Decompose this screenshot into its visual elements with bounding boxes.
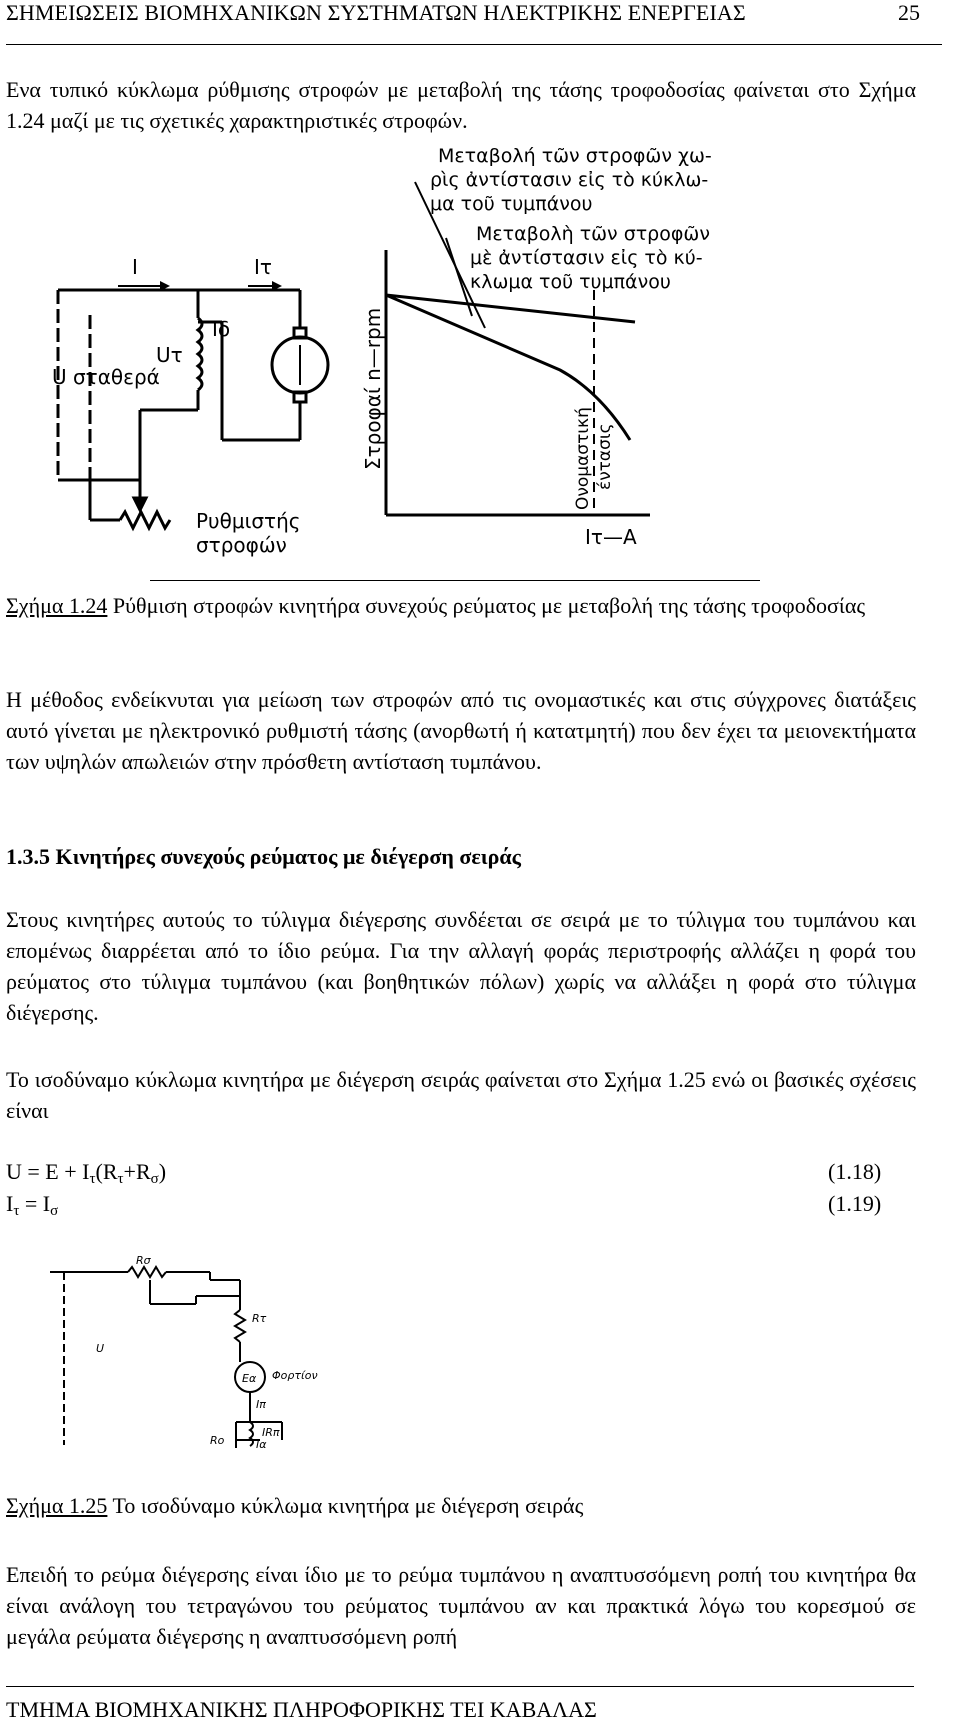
fig125-ip-label: Iπ bbox=[256, 1398, 266, 1411]
graph-rated-label-2: έντασις bbox=[595, 423, 615, 490]
fig125-ea-label: Eα bbox=[242, 1372, 257, 1385]
paragraph-method: Η μέθοδος ενδείκνυται για μείωση των στροφών από τις ονομαστικές και στις σύγχρονες διατάξεις αυτό γίνεται με ηλεκτρονικό ρυθμιστή τάσης (ανορθωτή ή κατατμητή) που δεν έχει τα μειονεκτήματα των υψηλών απωλειών στην πρόσθετη αντίσταση τυμπάνου. bbox=[6, 687, 916, 774]
fig125-ro-label: Ro bbox=[210, 1434, 225, 1447]
curve-without-resistance bbox=[386, 295, 635, 322]
fig125-u-label: U bbox=[96, 1342, 105, 1355]
annotation-1-line-1: Μεταβολή τῶν στροφῶν χω- bbox=[438, 145, 712, 167]
paragraph-series-2: Το ισοδύναμο κύκλωμα κινητήρα με διέγερση σειράς φαίνεται στο Σχήμα 1.25 ενώ οι βασικές σχέσεις είναι bbox=[6, 1067, 916, 1123]
graph-rated-label-1: Ονομαστική bbox=[573, 407, 593, 510]
figure-1-25-caption-text: Το ισοδύναμο κύκλωμα κινητήρα με διέγερση σειράς bbox=[107, 1493, 584, 1518]
annotation-1-line-2: ρὶς ἀντίστασιν εἰς τὸ κύκλω- bbox=[430, 169, 709, 191]
circuit-regulator-label-1: Ρυθμιστής bbox=[196, 509, 301, 533]
fig125-rt-label: Rτ bbox=[252, 1312, 267, 1325]
figure-1-24-caption bbox=[6, 590, 916, 621]
annotation-1-line-3: μα τοῦ τυμπάνου bbox=[430, 193, 593, 215]
graph-y-axis-label: Στροφαί n—rpm bbox=[361, 307, 385, 470]
circuit-armature-current-label: Iτ bbox=[254, 255, 272, 279]
section-heading: 1.3.5 Κινητήρες συνεχούς ρεύματος με διέγερση σειράς bbox=[6, 844, 521, 869]
figure-1-24-graph bbox=[361, 145, 712, 549]
equation-1-18-number: (1.18) bbox=[828, 1159, 882, 1184]
figure-1-24-caption-text: Ρύθμιση στροφών κινητήρα συνεχούς ρεύματος με μεταβολή της τάσης τροφοδοσίας bbox=[107, 593, 866, 618]
circuit-field-current-label: Iδ bbox=[212, 317, 231, 341]
circuit-current-label: I bbox=[132, 255, 138, 279]
figure-1-24-rule bbox=[150, 580, 760, 581]
page-footer: ΤΜΗΜΑ ΒΙΟΜΗΧΑΝΙΚΗΣ ΠΛΗΡΟΦΟΡΙΚΗΣ ΤΕΙ ΚΑΒΑΛΑΣ bbox=[6, 1697, 597, 1722]
figure-1-24-caption-label: Σχήμα 1.24 bbox=[6, 593, 108, 618]
page-number: 25 bbox=[898, 0, 920, 25]
fig125-rs-label: Rσ bbox=[136, 1254, 151, 1267]
circuit-field-voltage-label: Uτ bbox=[156, 343, 183, 367]
figure-1-25-caption-label: Σχήμα 1.25 bbox=[6, 1493, 108, 1518]
fig125-irp-label: IRπ bbox=[262, 1426, 280, 1439]
header-rule bbox=[6, 44, 942, 45]
figure-1-25-caption bbox=[6, 1490, 916, 1521]
page-header-title: ΣΗΜΕΙΩΣΕΙΣ ΒΙΟΜΗΧΑΝΙΚΩΝ ΣΥΣΤΗΜΑΤΩΝ ΗΛΕΚΤΡΙΚΗΣ ΕΝΕΡΓΕΙΑΣ bbox=[6, 0, 746, 25]
circuit-regulator-label-2: στροφών bbox=[196, 533, 287, 557]
figure-1-25 bbox=[0, 1250, 400, 1450]
equation-1-18: $U = E + I_\tau(R_\tau+R_\sigma)$ bbox=[6, 1159, 167, 1187]
paragraph-series-1: Στους κινητήρες αυτούς το τύλιγμα διέγερσης συνδέεται σε σειρά με το τύλιγμα του τυμπάνου και επομένως διαρρέεται από το ίδιο ρεύμα. Για την αλλαγή φοράς περιστροφής αλλάζει η φορά του ρεύματος στο τύλιγμα τυμπάνου (και βοηθητικών πόλων) χωρίς να αλλάξει η φορά στο τύλιγμα διέγερσης. bbox=[6, 907, 916, 1025]
annotation-2-line-3: κλωμα τοῦ τυμπάνου bbox=[470, 271, 671, 293]
intro-paragraph: Ενα τυπικό κύκλωμα ρύθμισης στροφών με μεταβολή της τάσης τροφοδοσίας φαίνεται στο Σχήμα 1.24 μαζί με τις σχετικές χαρακτηριστικές στροφών. bbox=[6, 77, 916, 133]
footer-rule bbox=[6, 1686, 914, 1687]
paragraph-final: Επειδή το ρεύμα διέγερσης είναι ίδιο με το ρεύμα τυμπάνου η αναπτυσσόμενη ροπή του κινητήρα θα είναι ανάλογη του τετραγώνου του ρεύματος τυμπάνου αν και πρακτικά λόγω του κορεσμού σε μεγάλα ρεύματα διέγερσης η αναπτυσσόμενη ροπή bbox=[6, 1562, 916, 1649]
annotation-2-line-1: Μεταβολὴ τῶν στροφῶν bbox=[476, 223, 710, 245]
graph-x-axis-label: Iτ—A bbox=[585, 525, 637, 549]
figure-1-24 bbox=[0, 140, 960, 570]
fig125-load-label: Φορτίον bbox=[272, 1369, 318, 1382]
figure-1-24-circuit bbox=[58, 290, 328, 528]
equation-1-19: $I_\tau = I_\sigma$ bbox=[6, 1191, 59, 1219]
annotation-2-line-2: μὲ ἀντίστασιν εἰς τὸ κύ- bbox=[470, 247, 703, 269]
equation-1-19-number: (1.19) bbox=[828, 1191, 882, 1216]
circuit-supply-label: U σταθερά bbox=[52, 365, 160, 389]
fig125-ia-label: Iα bbox=[256, 1438, 267, 1450]
